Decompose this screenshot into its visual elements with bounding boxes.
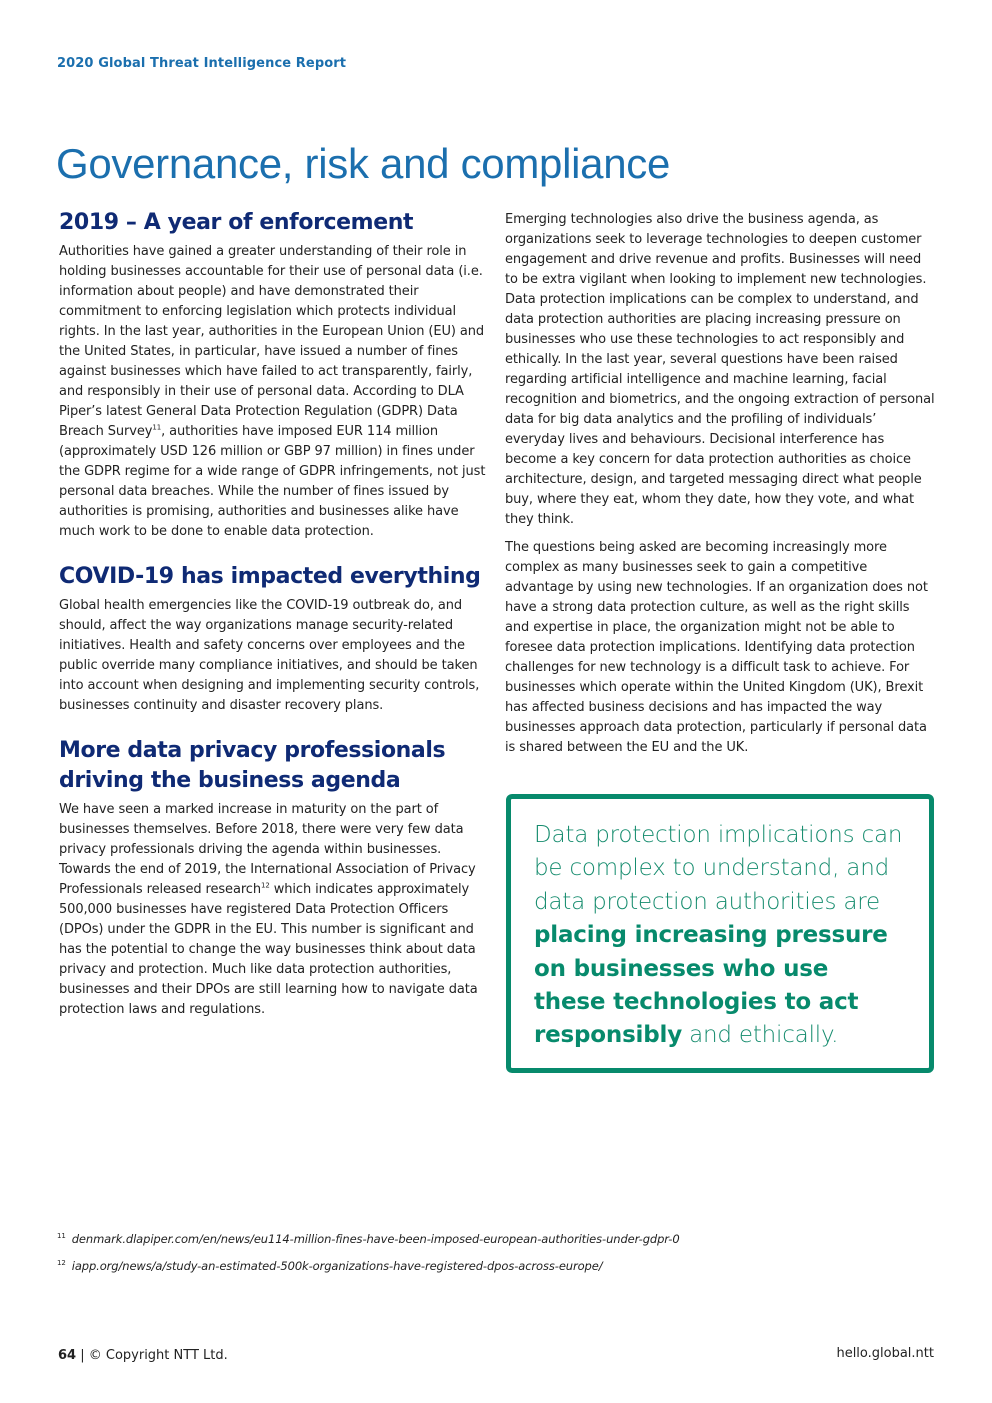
- quote-tail: and ethically.: [682, 1022, 839, 1049]
- section-heading: COVID-19 has impacted everything: [59, 564, 481, 589]
- body-text: , authorities have imposed EUR 114 million (approximately USD 126 million or GBP 97 million) in fines under the GDPR regime for a wide range of GDPR infringements, not just personal data breaches. While the number of fines issued by authorities is promising, authorities and businesses alike have much work to be done to enable data protection.: [59, 424, 486, 539]
- section-covid: [59, 562, 489, 716]
- section-body: Global health emergencies like the COVID-19 outbreak do, and should, affect the way organizations manage security-related initiatives. Health and safety concerns over employees and the public override many compliance initiatives, and should be taken into account when designing and implementing security controls, businesses continuity and disaster recovery plans.: [59, 598, 480, 713]
- body-text: We have seen a marked increase in maturity on the part of businesses themselves. Before 2018, there were very few data privacy professionals driving the agenda within businesses. Towards the end of 2019, the International Association of Privacy Professionals released research: [59, 802, 476, 897]
- footer-copyright: [58, 1348, 228, 1363]
- footnote-link[interactable]: iapp.org/news/a/study-an-estimated-500k-organizations-have-registered-dpos-across-europe/: [71, 1258, 603, 1273]
- section-body: [59, 800, 489, 1020]
- footnote-ref: 12: [260, 881, 270, 890]
- page-number: 64: [58, 1348, 77, 1363]
- footer-website-link[interactable]: hello.global.ntt: [836, 1346, 934, 1361]
- copyright-text: | © Copyright NTT Ltd.: [76, 1348, 228, 1363]
- right-column: [505, 210, 937, 766]
- report-title: 2020 Global Threat Intelligence Report: [57, 56, 347, 71]
- section-heading: More data privacy professionals driving the business agenda: [59, 738, 446, 793]
- page-title: Governance, risk and compliance: [56, 140, 671, 187]
- left-column: [59, 208, 489, 1020]
- footnotes: [57, 1228, 937, 1282]
- section-enforcement: [59, 208, 489, 542]
- pull-quote: [534, 819, 907, 1053]
- section-privacy-professionals: [59, 736, 489, 1020]
- footnote: [57, 1255, 937, 1274]
- footnote: [57, 1228, 937, 1247]
- paragraph: Emerging technologies also drive the business agenda, as organizations seek to leverage technologies to deepen customer engagement and drive revenue and profits. Businesses will need to be extra vigilant when looking to implement new technologies. Data protection implications can be complex to understand, and data protection authorities are placing increasing pressure on businesses who use these technologies to act responsibly and ethically. In the last year, several questions have been raised regarding artificial intelligence and machine learning, facial recognition and biometrics, and the ongoing extraction of personal data for big data analytics and the profiling of individuals’ everyday lives and behaviours. Decisional interference has become a key concern for data protection authorities as choice architecture, design, and targeted messaging direct what people buy, where they eat, whom they date, how they vote, and what they think.: [505, 212, 935, 527]
- section-body: [59, 242, 489, 542]
- quote-lead: Data protection implications can be complex to understand, and data protection authorities are: [534, 822, 903, 915]
- quote-emphasis: placing increasing pressure on businesses who use these technologies to act responsibly: [534, 922, 888, 1049]
- paragraph: The questions being asked are becoming increasingly more complex as many businesses seek to gain a competitive advantage by using new technologies. If an organization does not have a strong data protection culture, as well as the right skills and expertise in place, the organization might not be able to foresee data protection implications. Identifying data protection challenges for new technology is a difficult task to achieve. For businesses which operate within the United Kingdom (UK), Brexit has affected business decisions and has impacted the way businesses approach data protection, particularly if personal data is shared between the EU and the UK.: [505, 540, 928, 755]
- body-text: which indicates approximately 500,000 businesses have registered Data Protection Officers (DPOs) under the GDPR in the EU. This number is significant and has the potential to change the way businesses think about data privacy and protection. Much like data protection authorities, businesses and their DPOs are still learning how to navigate data protection laws and regulations.: [59, 882, 478, 1017]
- footnote-number: 12: [57, 1258, 66, 1267]
- section-heading: 2019 – A year of enforcement: [59, 210, 414, 235]
- footnote-number: 11: [57, 1232, 66, 1240]
- body-text: Authorities have gained a greater understanding of their role in holding businesses accountable for their use of personal data (i.e. information about people) and have demonstrated their commitment to enforcing legislation which protects individual rights. In the last year, authorities in the European Union (EU) and the United States, in particular, have issued a number of fines against businesses which have failed to act transparently, fairly, and responsibly in their use of personal data. According to DLA Piper’s latest General Data Protection Regulation (GDPR) Data Breach Survey: [59, 244, 485, 439]
- footnote-ref: 11: [152, 423, 162, 432]
- footnote-link[interactable]: denmark.dlapiper.com/en/news/eu114-million-fines-have-been-imposed-european-authorities-under-gdpr-0: [71, 1231, 680, 1246]
- pull-quote-box: [506, 794, 934, 1073]
